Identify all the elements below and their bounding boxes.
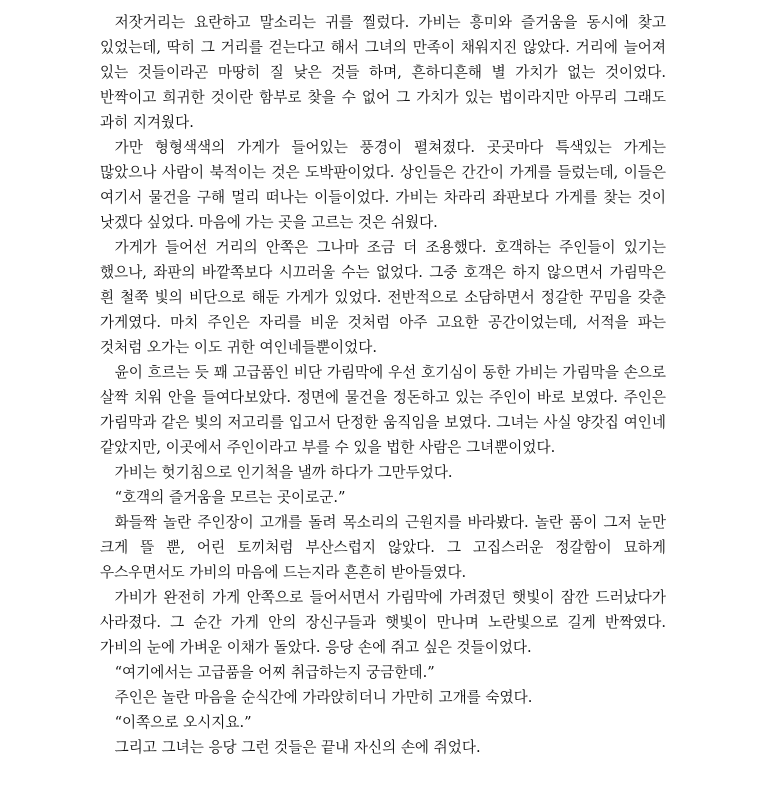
paragraph-8: 주인은 놀란 마음을 순식간에 가라앉히더니 가만히 고개를 숙였다. [114,689,533,706]
paragraph-9: 그리고 그녀는 응당 그런 것들은 끝내 자신의 손에 쥐었다. [114,739,481,756]
paragraph-5: 가비는 헛기침으로 인기척을 낼까 하다가 그만두었다. [114,464,453,481]
dialogue-3: “이쪽으로 오시지요.” [114,714,252,731]
paragraph-1: 저잣거리는 요란하고 말소리는 귀를 찔렀다. 가비는 흥미와 즐거움을 동시에 찾고 있었는데, 딱히 그 거리를 걷는다고 해서 그녀의 만족이 채워지진 않았다. 거리에 늘어져 있는 것들이라곤 마땅히 질 낮은 것들 하며, 흔하디흔해 별 가치가 없는 것이었다. 반짝이고 희귀한 것이란 함부로 찾을 수 없어 그 가치가 있는 법이라지만 아무리 그래도 과히 지겨웠다. [100,14,666,131]
paragraph-2: 가만 형형색색의 가게가 들어있는 풍경이 펼쳐졌다. 곳곳마다 특색있는 가게는 많았으나 사람이 북적이는 것은 도박판이었다. 상인들은 간간이 가게를 들렀는데, 이들은 여기서 물건을 구해 멀리 떠나는 이들이었다. 가비는 차라리 좌판보다 가게를 찾는 것이 낫겠다 싶었다. 마음에 가는 곳을 고르는 것은 쉬웠다. [100,139,666,231]
paragraph-3: 가게가 들어선 거리의 안쪽은 그나마 조금 더 조용했다. 호객하는 주인들이 있기는 했으나, 좌판의 바깥쪽보다 시끄러울 수는 없었다. 그중 호객은 하지 않으면서 가림막은 흰 철쭉 빛의 비단으로 해둔 가게가 있었다. 전반적으로 소담하면서 정갈한 꾸밈을 갖춘 가게였다. 마치 주인은 자리를 비운 것처럼 아주 고요한 공간이었는데, 서적을 파는 것처럼 오가는 이도 귀한 여인네들뿐이었다. [100,239,666,356]
dialogue-1: “호객의 즐거움을 모르는 곳이로군.” [114,489,346,506]
document-page [100,10,666,760]
paragraph-7: 가비가 완전히 가게 안쪽으로 들어서면서 가림막에 가려졌던 햇빛이 잠깐 드러났다가 사라졌다. 그 순간 가게 안의 장신구들과 햇빛이 만나며 노란빛으로 길게 반짝였다. 가비의 눈에 가벼운 이채가 돌았다. 응당 손에 쥐고 싶은 것들이었다. [100,589,666,656]
paragraph-6: 화들짝 놀란 주인장이 고개를 돌려 목소리의 근원지를 바라봤다. 놀란 품이 그저 눈만 크게 뜰 뿐, 어린 토끼처럼 부산스럽지 않았다. 그 고집스러운 정갈함이 묘하게 우스우면서도 가비의 마음에 드는지라 흔흔히 받아들였다. [100,514,666,581]
paragraph-4: 윤이 흐르는 듯 꽤 고급품인 비단 가림막에 우선 호기심이 동한 가비는 가림막을 손으로 살짝 치워 안을 들여다보았다. 정면에 물건을 정돈하고 있는 주인이 바로 보였다. 주인은 가림막과 같은 빛의 저고리를 입고서 단정한 움직임을 보였다. 그녀는 사실 양갓집 여인네 같았지만, 이곳에서 주인이라고 부를 수 있을 법한 사람은 그녀뿐이었다. [100,364,666,456]
dialogue-2: “여기에서는 고급품을 어찌 취급하는지 궁금한데.” [114,664,435,681]
